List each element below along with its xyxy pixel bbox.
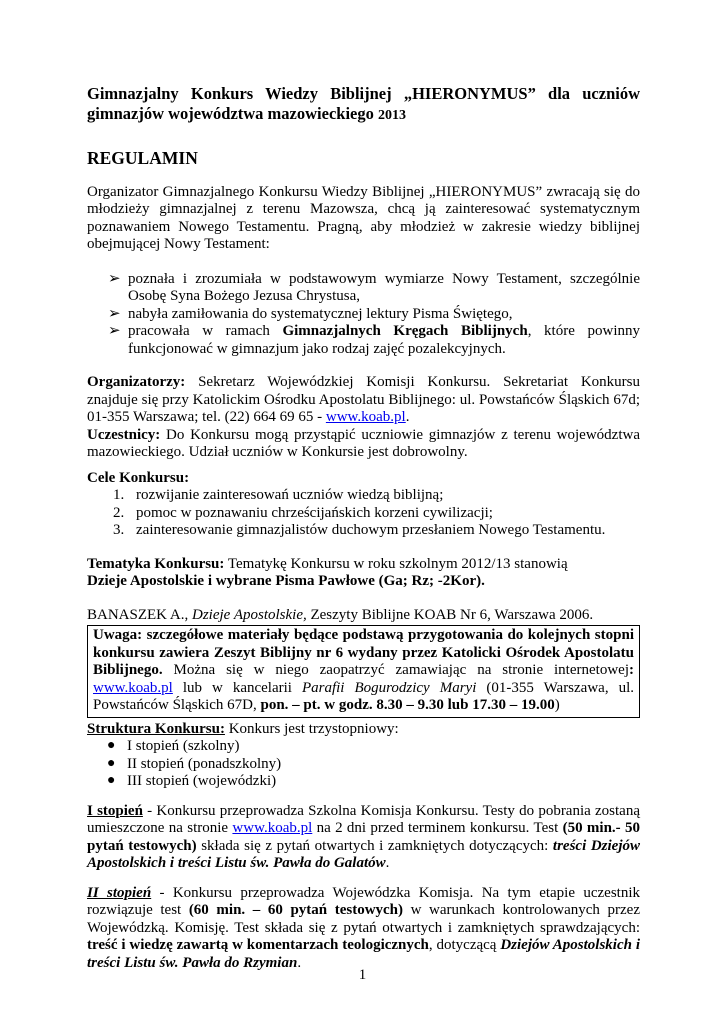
bullet-icon: ● <box>107 773 116 788</box>
stage2-bold: (60 min. – 60 pytań testowych) <box>188 902 404 918</box>
stage1-end: . <box>385 855 390 871</box>
list-item-text: I stopień (szkolny) <box>127 738 240 754</box>
stage1-text: - Konkursu przeprowadza Szkolna Komisja Konkursu. Testy do pobrania zostaną umieszczone na stronie <box>87 802 640 836</box>
reference-author: BANASZEK A., <box>87 606 193 623</box>
stage2-bold-italic: Dziejów Apostolskich i treści Listu św. Pawła do Rzymian <box>87 937 640 971</box>
stage2-paragraph <box>87 885 640 973</box>
note-text: (01-355 Warszawa, ul. Powstańców Śląskich 67D, <box>93 679 634 713</box>
list-item-bold: Gimnazjalnych Kręgach Biblijnych <box>282 323 528 339</box>
aims-list <box>87 487 640 540</box>
bullet-icon: ● <box>107 738 116 753</box>
topic-text: Tematykę Konkursu w roku szkolnym 2012/13 stanowią <box>224 555 568 572</box>
page-number: 1 <box>358 967 367 983</box>
topic-paragraph <box>87 556 640 574</box>
topic-label: Tematyka Konkursu: <box>87 555 225 572</box>
organizers-paragraph <box>87 374 640 427</box>
stage1-bold-italic: treści Dziejów Apostolskich i treści Listu św. Pawła do Galatów <box>87 837 641 871</box>
structure-label: Struktura Konkursu: <box>87 720 225 737</box>
list-item-text: poznała i zrozumiała w podstawowym wymiarze Nowy Testament, szczególnie Osobę Syna Bożego Jezusa Chrystusa, <box>128 270 640 304</box>
intro-paragraph: Organizator Gimnazjalnego Konkursu Wiedzy Biblijnej „HIERONYMUS” zwracają się do młodzieży gimnazjalnej z terenu Mazowsza, chcą ją zainteresować systematycznym poznawaniem Nowego Testamentu. Pragną, aby młodzież w zakresie wiedzy biblijnej obejmującej Nowy Testament: <box>87 183 640 252</box>
reference-rest: Zeszyty Biblijne KOAB Nr 6, Warszawa 2006. <box>306 606 594 623</box>
note-box <box>87 625 640 718</box>
arrow-bullet-icon: ➢ <box>108 270 121 287</box>
note-hours: pon. – pt. w godz. 8.30 – 9.30 lub 17.30 – 19.00 <box>260 697 555 713</box>
koab-link[interactable]: www.koab.pl <box>93 679 173 696</box>
note-bold: Uwaga: szczegółowe materiały będące podstawą przygotowania do kolejnych stopni konkursu zawiera Zeszyt Biblijny nr 6 wydany przez Katolicki Ośrodek Apostolatu Biblijnego. <box>93 627 634 678</box>
document-title <box>87 84 640 126</box>
stage1-label: I stopień <box>87 802 143 819</box>
arrow-bullet-icon: ➢ <box>108 323 121 339</box>
regulamin-heading: REGULAMIN <box>87 148 198 168</box>
list-item <box>108 306 640 324</box>
note-end: ) <box>554 697 560 713</box>
organizers-end: . <box>405 409 410 425</box>
list-item <box>107 738 640 756</box>
koab-link[interactable]: www.koab.pl <box>232 820 313 836</box>
participants-text: Do Konkursu mogą przystąpić uczniowie gimnazjów z terenu województwa mazowieckiego. Udział uczniów w Konkursie jest dobrowolny. <box>87 426 640 460</box>
list-item-text: pracowała w ramach <box>128 323 270 339</box>
note-parish: Parafii Bogurodzicy Maryi <box>301 679 477 696</box>
stage1-bold: (50 min.- 50 pytań testowych) <box>87 820 640 854</box>
structure-text: Konkurs jest trzystopniowy: <box>224 720 399 737</box>
participants-label: Uczestnicy: <box>87 426 161 443</box>
list-item <box>108 323 640 358</box>
structure-paragraph <box>87 721 640 739</box>
organizers-text: Sekretarz Wojewódzkiej Komisji Konkursu. Sekretariat Konkursu znajduje się przy Katolickim Ośrodku Apostolatu Biblijnego: ul. Powstańców Śląskich 67d; 01-355 Warszawa; tel. (22) 664 69 65 - <box>87 374 640 425</box>
reference-line <box>87 607 640 625</box>
stage2-bold: treść i wiedzę zawartą w komentarzach teologicznych <box>87 937 429 953</box>
participants-paragraph <box>87 427 640 462</box>
note-colon: : <box>629 662 634 678</box>
title-year: 2013 <box>377 108 406 123</box>
list-item-text: III stopień (wojewódzki) <box>127 773 277 789</box>
list-item: 2. pomoc w poznawaniu chrześcijańskich korzeni cywilizacji; <box>128 505 640 523</box>
aims-label <box>87 470 640 488</box>
list-item-text: II stopień (ponadszkolny) <box>127 755 282 772</box>
bullet-icon: ● <box>107 755 116 771</box>
stage2-text: - Konkursu przeprowadza Wojewódzka Komisja. Na tym etapie uczestnik rozwiązuje test <box>87 884 640 918</box>
list-item-text: nabyła zamiłowania do systematycznej lektury Pisma Świętego, <box>128 305 513 322</box>
organizers-label: Organizatorzy: <box>87 374 186 390</box>
topic-bold-text: Dzieje Apostolskie i wybrane Pisma Pawłowe (Ga; Rz; -2Kor). <box>87 573 485 589</box>
note-text: Można się w niego zaopatrzyć zamawiając na stronie internetowej <box>162 662 629 678</box>
stage2-text: , dotyczącą <box>428 937 501 953</box>
list-item <box>107 756 640 774</box>
stage2-text: w warunkach kontrolowanych przez Wojewódzką. Komisję. Test składa się z pytań otwartych i zamkniętych sprawdzających: <box>87 902 640 936</box>
reference-title: Dzieje Apostolskie, <box>192 606 307 623</box>
aims-label-text: Cele Konkursu: <box>87 469 190 486</box>
note-text: lub w kancelarii <box>172 679 302 696</box>
goals-list <box>87 271 640 359</box>
stage1-paragraph <box>87 803 640 873</box>
list-item: 1. rozwijanie zainteresowań uczniów wiedzą biblijną; <box>128 487 640 505</box>
stage1-text: na 2 dni przed terminem konkursu. Test <box>312 820 563 836</box>
list-item: 3. zainteresowanie gimnazjalistów duchowym przesłaniem Nowego Testamentu. <box>128 522 640 540</box>
topic-bold-line <box>87 573 640 591</box>
title-text: Gimnazjalny Konkurs Wiedzy Biblijnej „HIERONYMUS” dla uczniów gimnazjów województwa mazowieckiego <box>87 84 640 123</box>
stage1-text: składa się z pytań otwartych i zamkniętych dotyczących: <box>196 837 553 854</box>
structure-list <box>87 738 640 791</box>
stage2-end: . <box>297 954 302 971</box>
koab-link[interactable]: www.koab.pl <box>325 409 406 425</box>
document-page <box>87 84 640 972</box>
arrow-bullet-icon: ➢ <box>108 305 121 322</box>
list-item-text: , które powinny funkcjonować w gimnazjum jako rodzaj zajęć pozalekcyjnych. <box>128 323 640 357</box>
list-item <box>107 773 640 791</box>
stage2-label: II stopień <box>87 884 152 901</box>
list-item <box>108 271 640 306</box>
